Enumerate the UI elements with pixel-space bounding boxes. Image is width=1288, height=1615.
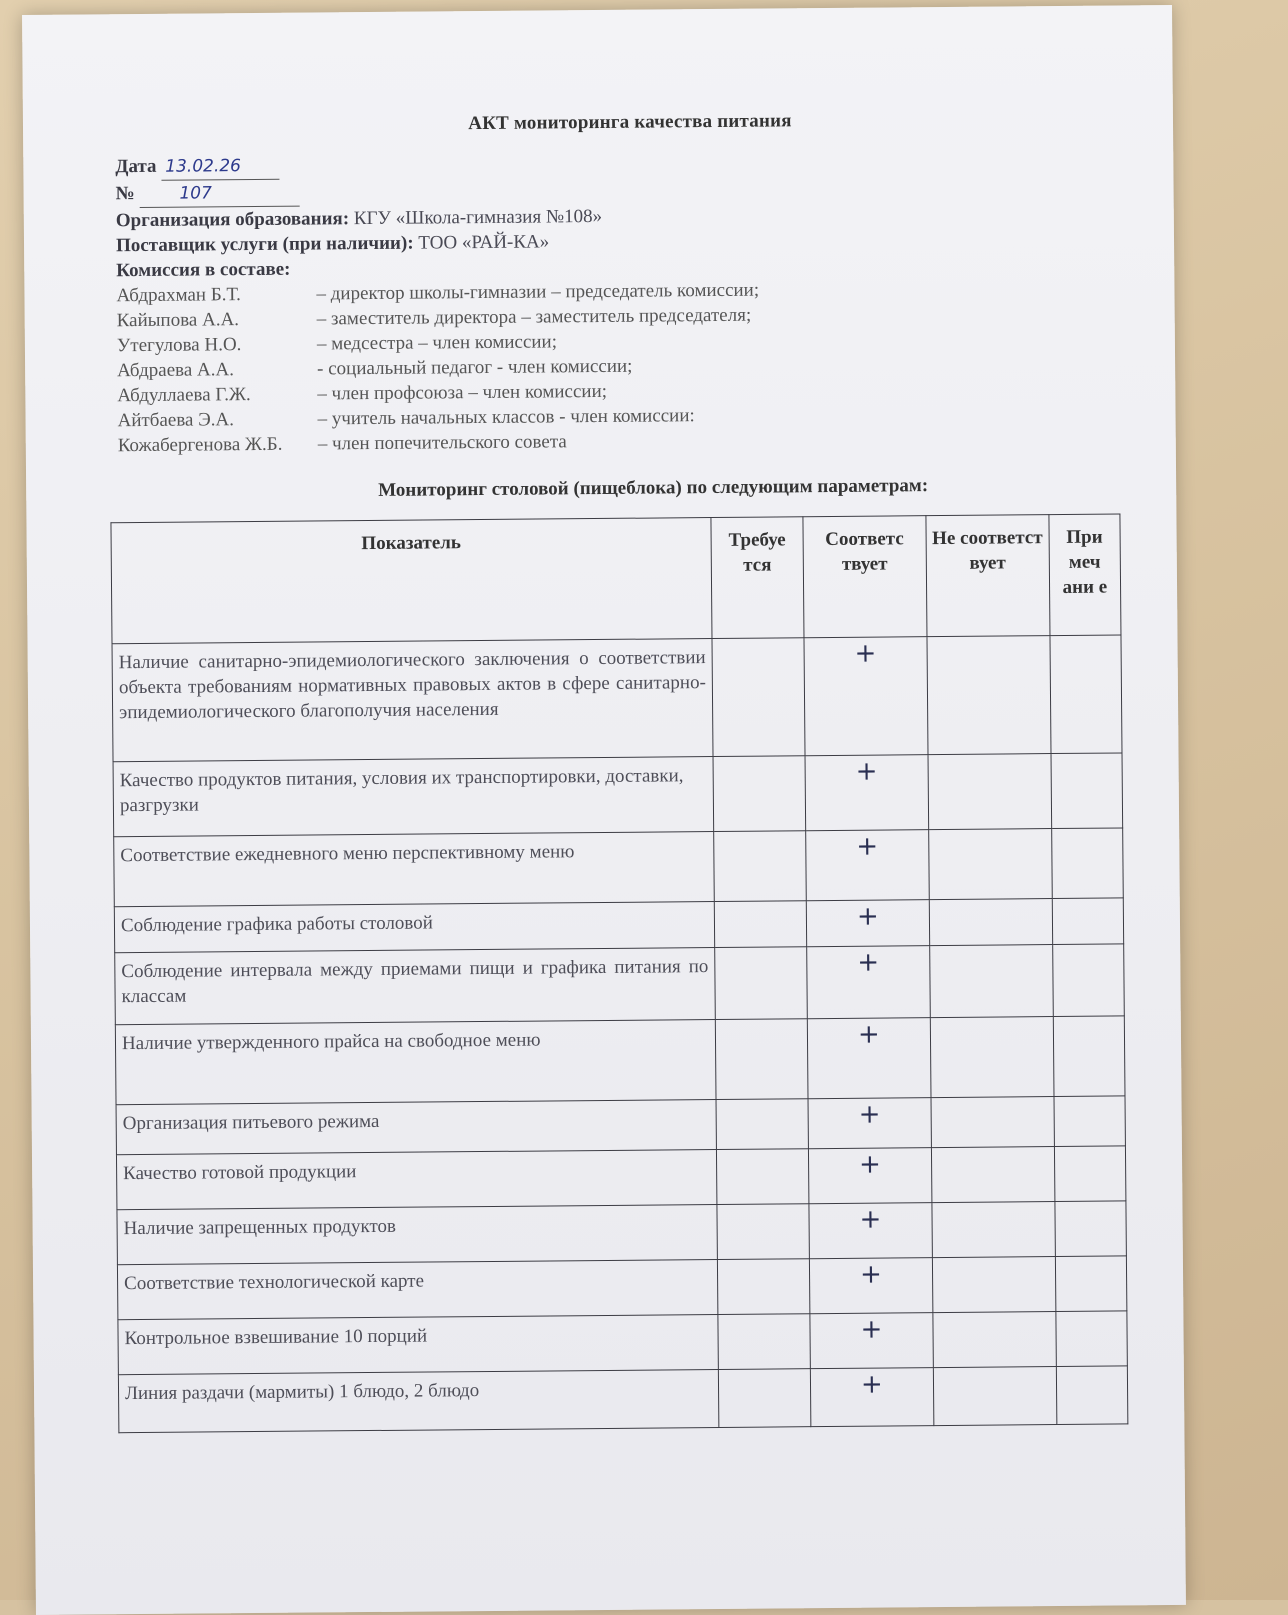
- table-row: [116, 1096, 1125, 1155]
- date-value: 13.02.26: [161, 154, 279, 181]
- note-cell: [1056, 1366, 1128, 1425]
- note-cell: [1052, 898, 1124, 945]
- complies-cell: [807, 1018, 931, 1099]
- note-cell: [1052, 944, 1124, 1017]
- indicator-cell: Наличие запрещенных продуктов: [117, 1204, 717, 1264]
- indicator-cell: Соответствие технологической карте: [117, 1259, 717, 1319]
- member-role: – член попечительского совета: [317, 431, 567, 455]
- note-cell: [1054, 1096, 1126, 1147]
- member-name: Айтбаева Э.А.: [117, 409, 235, 432]
- table-row: [114, 828, 1124, 907]
- header-required: Требуе тся: [711, 517, 804, 639]
- required-cell: [717, 1259, 809, 1315]
- table-row: [117, 1201, 1126, 1265]
- complies-cell: [810, 1368, 933, 1427]
- not-complies-cell: [931, 1097, 1054, 1148]
- indicator-cell: Наличие санитарно-эпидемиологического заключения о соответствии объекта требованиям нормативных правовых актов в сфере санитарно-эпидемиологического благополучия населения: [112, 639, 713, 762]
- required-cell: [714, 901, 806, 948]
- required-cell: [715, 947, 808, 1020]
- member-name: Кайыпова А.А.: [116, 309, 240, 332]
- member-name: Абдрахман Б.Т.: [116, 284, 241, 307]
- not-complies-cell: [929, 945, 1053, 1018]
- indicator-cell: Качество продуктов питания, условия их транспортировки, доставки, разгрузки: [113, 757, 714, 837]
- header-complies: Соответс твует: [803, 516, 927, 638]
- not-complies-cell: [932, 1202, 1055, 1258]
- note-cell: [1053, 1016, 1125, 1097]
- required-cell: [718, 1369, 810, 1428]
- check-mark: +: [858, 1099, 881, 1130]
- note-cell: [1055, 1201, 1127, 1257]
- required-cell: [716, 1099, 808, 1150]
- organization-label: Организация образования:: [115, 208, 350, 232]
- check-mark: +: [855, 756, 878, 787]
- note-cell: [1051, 828, 1123, 899]
- header-indicator: Показатель: [111, 518, 712, 644]
- note-cell: [1055, 1256, 1127, 1312]
- table-header-row: [111, 514, 1121, 644]
- check-mark: +: [858, 1149, 881, 1180]
- member-name: Абдраева А.А.: [117, 359, 235, 382]
- table-body: [112, 635, 1128, 1433]
- monitoring-table: [110, 513, 1128, 1433]
- complies-cell: [804, 637, 928, 756]
- required-cell: [714, 831, 807, 902]
- member-role: - социальный педагог - член комиссии;: [317, 355, 633, 380]
- table-row: [116, 1146, 1125, 1210]
- date-label: Дата: [115, 155, 157, 178]
- member-role: – учитель начальных классов - член комиссии:: [317, 405, 695, 430]
- not-complies-cell: [928, 829, 1051, 900]
- not-complies-cell: [930, 1017, 1054, 1098]
- member-role: – член профсоюза – член комиссии;: [317, 380, 608, 405]
- check-mark: +: [859, 1204, 882, 1235]
- not-complies-cell: [932, 1257, 1055, 1313]
- table-row: [118, 1366, 1127, 1433]
- not-complies-cell: [933, 1367, 1056, 1426]
- check-mark: +: [859, 1259, 882, 1290]
- complies-cell: [805, 755, 929, 831]
- not-complies-cell: [929, 899, 1052, 946]
- note-cell: [1054, 1146, 1126, 1202]
- check-mark: +: [860, 1314, 883, 1345]
- required-cell: [716, 1149, 808, 1205]
- complies-cell: [807, 946, 931, 1019]
- monitoring-title: Мониторинг столовой (пищеблока) по следующим параметрам:: [378, 475, 929, 501]
- document-title: АКТ мониторинга качества питания: [468, 110, 792, 135]
- check-mark: +: [860, 1369, 883, 1400]
- required-cell: [718, 1314, 810, 1370]
- supplier-label: Поставщик услуги (при наличии):: [115, 232, 414, 257]
- check-mark: +: [857, 1019, 880, 1050]
- not-complies-cell: [931, 1147, 1054, 1203]
- table-row: [117, 1256, 1126, 1320]
- not-complies-cell: [927, 636, 1051, 755]
- check-mark: +: [856, 831, 879, 862]
- indicator-cell: Качество готовой продукции: [116, 1150, 716, 1210]
- header-not-complies: Не соответст вует: [926, 515, 1050, 637]
- complies-cell: [806, 830, 929, 901]
- required-cell: [712, 638, 805, 757]
- member-name: Утегулова Н.О.: [116, 334, 242, 357]
- complies-cell: [806, 900, 929, 947]
- number-label: №: [115, 183, 135, 205]
- table-row: [112, 635, 1122, 762]
- note-cell: [1051, 753, 1123, 829]
- organization-value: КГУ «Школа-гимназия №108»: [353, 205, 603, 230]
- commission-members: [116, 274, 1147, 458]
- table-row: [115, 944, 1125, 1025]
- member-name: Кожабергенова Ж.Б.: [117, 433, 283, 457]
- indicator-cell: Контрольное взвешивание 10 порций: [118, 1314, 718, 1374]
- complies-cell: [808, 1098, 931, 1149]
- check-mark: +: [856, 901, 879, 932]
- check-mark: +: [854, 638, 877, 669]
- note-cell: [1050, 635, 1122, 754]
- complies-cell: [809, 1258, 932, 1314]
- member-role: – директор школы-гимназии – председатель комиссии;: [316, 279, 760, 305]
- paper-sheet: [22, 5, 1186, 1615]
- number-value: 107: [139, 181, 299, 208]
- indicator-cell: Соблюдение интервала между приемами пищи и графика питания по классам: [115, 948, 716, 1025]
- member-role: – заместитель директора – заместитель председателя;: [316, 304, 752, 330]
- header-note: При меч ани е: [1049, 514, 1121, 636]
- indicator-cell: Соответствие ежедневного меню перспективному меню: [114, 832, 715, 907]
- table-row: [115, 1016, 1125, 1105]
- indicator-cell: Линия раздачи (мармиты) 1 блюдо, 2 блюдо: [118, 1369, 718, 1432]
- supplier-value: ТОО «РАЙ-КА»: [418, 231, 550, 254]
- complies-cell: [809, 1203, 932, 1259]
- required-cell: [713, 756, 806, 832]
- indicator-cell: Организация питьевого режима: [116, 1100, 716, 1155]
- not-complies-cell: [933, 1312, 1056, 1368]
- indicator-cell: Наличие утвержденного прайса на свободное меню: [115, 1020, 716, 1105]
- indicator-cell: Соблюдение графика работы столовой: [114, 902, 714, 953]
- required-cell: [717, 1204, 809, 1260]
- member-role: – медсестра – член комиссии;: [316, 331, 558, 355]
- check-mark: +: [857, 947, 880, 978]
- note-cell: [1056, 1311, 1128, 1367]
- table-row: [113, 753, 1123, 837]
- table-row: [118, 1311, 1127, 1375]
- complies-cell: [810, 1313, 933, 1369]
- member-name: Абдуллаева Г.Ж.: [117, 384, 251, 407]
- required-cell: [715, 1019, 808, 1100]
- document-content: [115, 95, 1157, 1433]
- commission-label: Комиссия в составе:: [116, 258, 291, 282]
- complies-cell: [808, 1148, 931, 1204]
- not-complies-cell: [928, 754, 1052, 830]
